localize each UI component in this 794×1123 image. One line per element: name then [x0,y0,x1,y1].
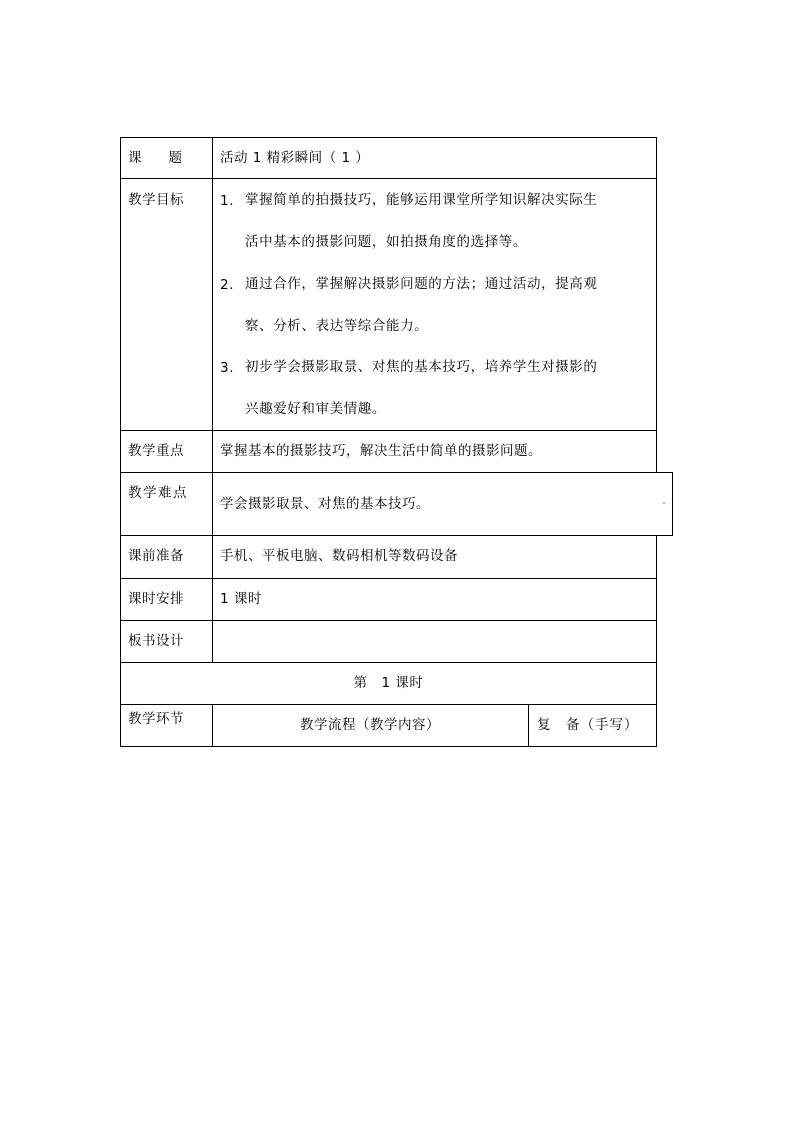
preparation-value: 手机、平板电脑、数码相机等数码设备 [220,548,458,564]
row-divider [120,662,657,663]
objective-number: 2. [220,277,235,293]
table-border-bottom [120,746,657,747]
row-divider [120,535,673,536]
row-divider [120,472,673,473]
objective-text: 察、分析、表达等综合能力。 [245,318,429,334]
row-divider [120,578,657,579]
lesson-number-heading: 第 1 课时 [353,675,424,691]
table-border-right [656,535,657,746]
topic-value: 活动 1 精彩瞬间（ 1 ） [220,150,370,166]
stray-mark [663,502,665,504]
topic-label: 课 题 [128,150,182,166]
objective-item-1 [220,193,244,209]
objective-number: 1. [220,193,235,209]
objective-item-2 [220,277,244,293]
objective-text: 掌握简单的拍摄技巧，能够运用课堂所学知识解决实际生 [245,192,598,208]
label-column-divider [212,137,213,662]
table-border-top [120,137,657,138]
table-border-right [656,137,657,472]
key-points-label: 教学重点 [128,443,184,459]
schedule-label: 课时安排 [128,591,184,607]
objectives-label: 教学目标 [128,192,184,208]
row-divider [120,178,657,179]
objective-text: 初步学会摄影取景、对焦的基本技巧，培养学生对摄影的 [245,359,598,375]
row-divider [120,430,657,431]
row-divider [120,704,657,705]
objective-number: 3. [220,360,235,376]
flow-column-header: 教学流程（教学内容） [300,717,440,733]
table-border-right-offset [672,472,673,536]
row-divider [120,620,657,621]
objective-text: 兴趣爱好和审美情趣。 [245,401,386,417]
notes-column-divider [528,704,529,746]
stage-column-header: 教学环节 [128,711,184,727]
board-design-label: 板书设计 [128,633,184,649]
key-points-value: 掌握基本的摄影技巧，解决生活中简单的摄影问题。 [220,443,542,459]
objective-text: 活中基本的摄影问题，如拍摄角度的选择等。 [245,234,527,250]
schedule-value: 1 课时 [220,591,262,607]
objective-item-3 [220,360,244,376]
difficulties-label: 教学难点 [128,485,188,501]
preparation-label: 课前准备 [128,548,184,564]
objective-text: 通过合作，掌握解决摄影问题的方法；通过活动，提高观 [245,276,598,292]
notes-column-header: 复 备（手写） [537,717,639,733]
difficulties-value: 学会摄影取景、对焦的基本技巧。 [220,496,430,512]
table-border-left [120,137,121,747]
